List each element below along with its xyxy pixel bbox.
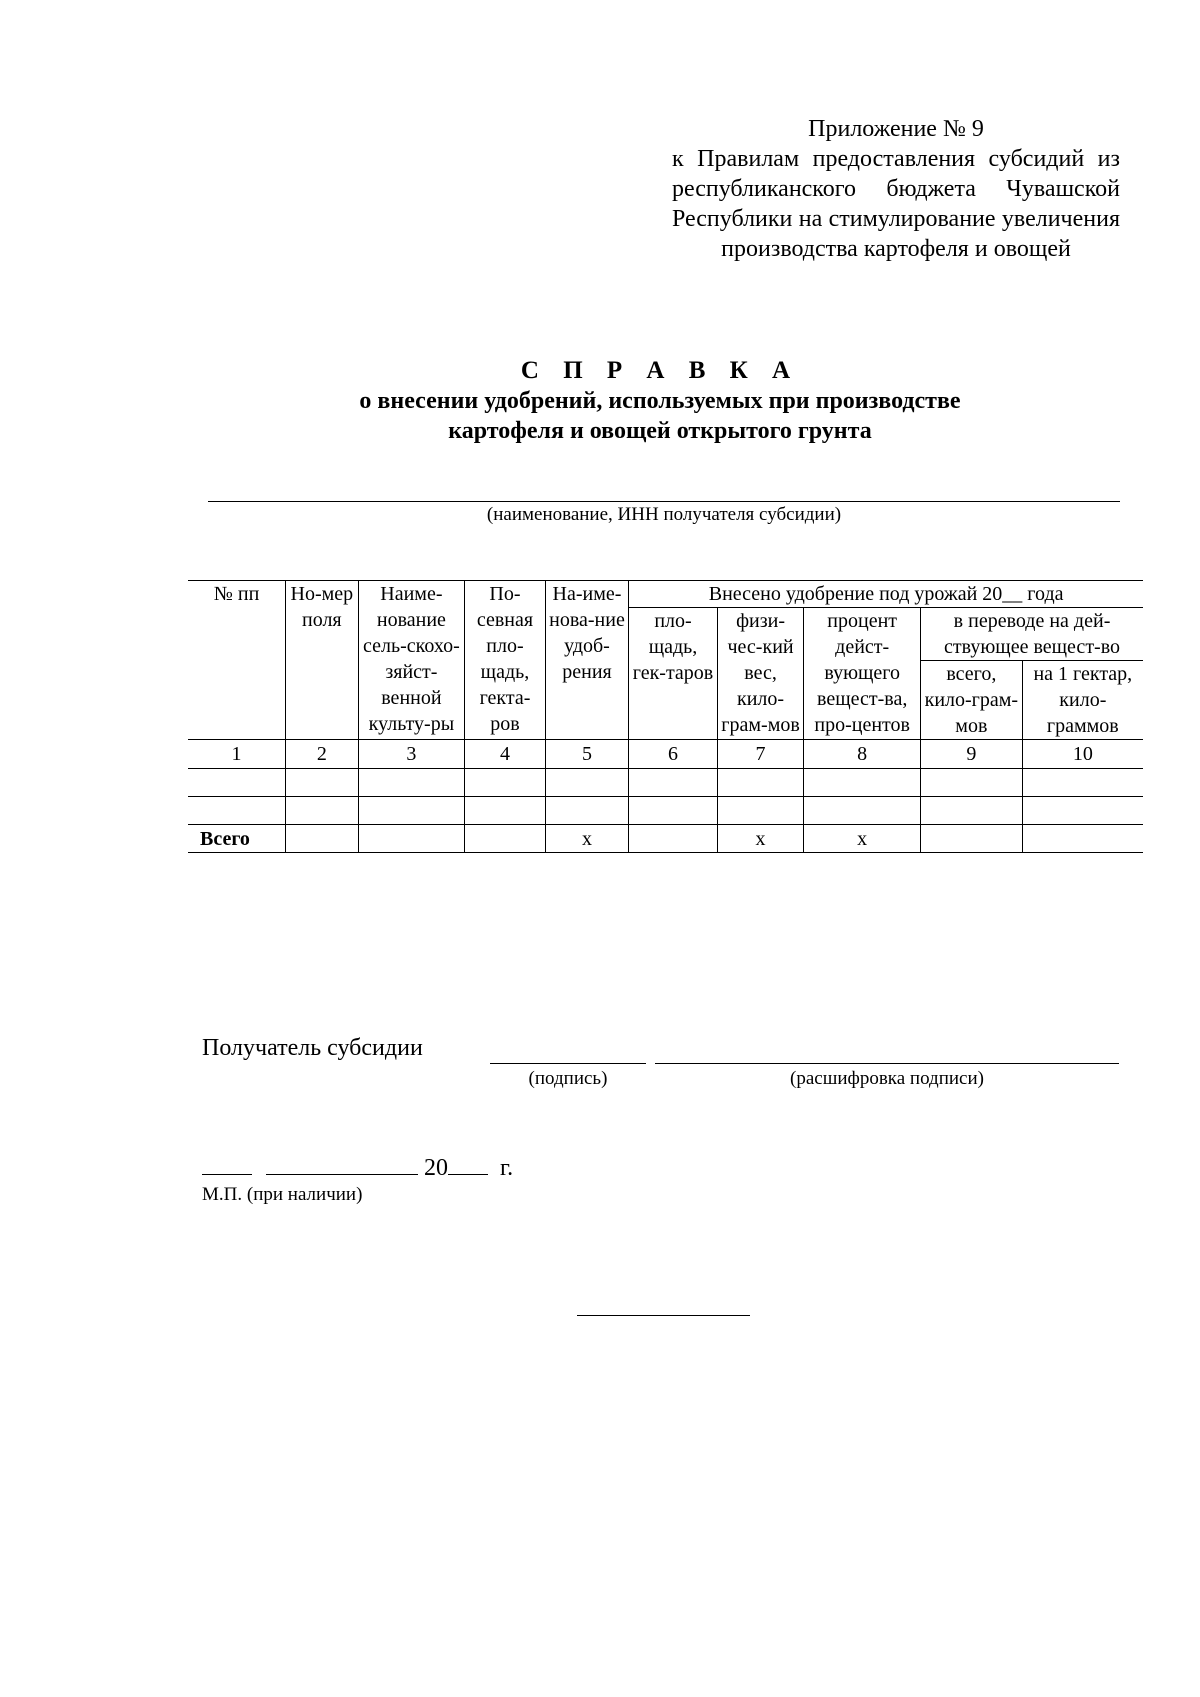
column-numbers-row — [188, 740, 1143, 769]
signature-caption: (подпись) — [528, 1068, 608, 1089]
column-number: 9 — [921, 740, 1023, 769]
table-cell[interactable] — [717, 769, 804, 797]
header-area-hectares: пло-щадь, гек-таров — [629, 608, 718, 740]
table-cell[interactable] — [358, 825, 465, 853]
table-cell[interactable] — [545, 797, 629, 825]
header-number: № пп — [188, 581, 286, 740]
table-cell[interactable] — [545, 769, 629, 797]
header-active-substance-percent: процент дейст-вующего вещест-ва, про-центов — [804, 608, 921, 740]
column-number: 2 — [286, 740, 358, 769]
date-day-blank[interactable] — [202, 1152, 252, 1175]
recipient-signature-label: Получатель субсидии — [202, 1035, 423, 1061]
column-number: 1 — [188, 740, 286, 769]
column-number: 3 — [358, 740, 465, 769]
table-cell[interactable] — [921, 797, 1023, 825]
end-divider — [577, 1315, 750, 1316]
fertilizer-report-table — [188, 580, 1143, 853]
table-cell[interactable] — [1022, 797, 1143, 825]
date-year-blank[interactable] — [448, 1152, 488, 1175]
column-number: 4 — [465, 740, 546, 769]
column-number: 6 — [629, 740, 718, 769]
date-suffix: г. — [500, 1155, 514, 1181]
total-row — [188, 825, 1143, 853]
table-row — [188, 797, 1143, 825]
table-cell[interactable] — [188, 769, 286, 797]
table-row — [188, 769, 1143, 797]
table-cell[interactable] — [286, 797, 358, 825]
header-physical-weight: физи-чес-кий вес, кило-грам-мов — [717, 608, 804, 740]
table-cell[interactable] — [921, 769, 1023, 797]
table-cell[interactable] — [717, 797, 804, 825]
column-number: 10 — [1022, 740, 1143, 769]
stamp-note: М.П. (при наличии) — [202, 1184, 363, 1205]
column-number: 5 — [545, 740, 629, 769]
header-total-kg: всего, кило-грам-мов — [921, 661, 1023, 740]
table-cell[interactable] — [804, 797, 921, 825]
total-cell-marker: х — [804, 825, 921, 853]
header-fertilizer-name: На-име-нова-ние удоб-рения — [545, 581, 629, 740]
appendix-text: к Правилам предоставления субсидий из республиканского бюджета Чувашской Республики на стимулирование увеличения производства картофеля и овощей — [672, 146, 1120, 262]
header-active-substance-group: в переводе на дей-ствующее вещест-во — [921, 608, 1143, 661]
column-number: 8 — [804, 740, 921, 769]
header-per-hectare-kg: на 1 гектар, кило-граммов — [1022, 661, 1143, 740]
total-cell-marker: х — [717, 825, 804, 853]
date-year-prefix: 20 — [424, 1155, 448, 1181]
table-cell[interactable] — [629, 825, 718, 853]
recipient-caption: (наименование, ИНН получателя субсидии) — [486, 504, 842, 525]
signature-decode-line[interactable] — [655, 1063, 1119, 1064]
column-number: 7 — [717, 740, 804, 769]
document-title — [200, 356, 1120, 446]
header-crop-name: Наиме-нование сель-скохо-зяйст-венной культу-ры — [358, 581, 465, 740]
appendix-header — [672, 114, 1120, 264]
table-cell[interactable] — [286, 769, 358, 797]
header-fertilizer-applied-group: Внесено удобрение под урожай 20__ года — [629, 581, 1143, 608]
table-cell[interactable] — [358, 769, 465, 797]
title-line-2: картофеля и овощей открытого грунта — [448, 418, 872, 444]
table-cell[interactable] — [286, 825, 358, 853]
table-cell[interactable] — [465, 825, 546, 853]
total-label: Всего — [188, 825, 286, 853]
appendix-number: Приложение № 9 — [808, 116, 984, 142]
date-month-blank[interactable] — [266, 1152, 418, 1175]
table-cell[interactable] — [358, 797, 465, 825]
total-cell-marker: х — [545, 825, 629, 853]
table-cell[interactable] — [629, 797, 718, 825]
date-line — [202, 1152, 513, 1182]
table-cell[interactable] — [629, 769, 718, 797]
header-field-number: Но-мер поля — [286, 581, 358, 740]
table-cell[interactable] — [465, 769, 546, 797]
table-cell[interactable] — [465, 797, 546, 825]
table-cell[interactable] — [1022, 825, 1143, 853]
table-cell[interactable] — [1022, 769, 1143, 797]
table-cell[interactable] — [921, 825, 1023, 853]
header-sown-area: По-севная пло-щадь, гекта-ров — [465, 581, 546, 740]
table-cell[interactable] — [188, 797, 286, 825]
title-line-1: о внесении удобрений, используемых при производстве — [359, 388, 961, 414]
signature-decode-caption: (расшифровка подписи) — [790, 1068, 984, 1089]
recipient-name-line — [208, 501, 1120, 502]
title-main: С П Р А В К А — [520, 357, 800, 384]
signature-line[interactable] — [490, 1063, 646, 1064]
table-cell[interactable] — [804, 769, 921, 797]
